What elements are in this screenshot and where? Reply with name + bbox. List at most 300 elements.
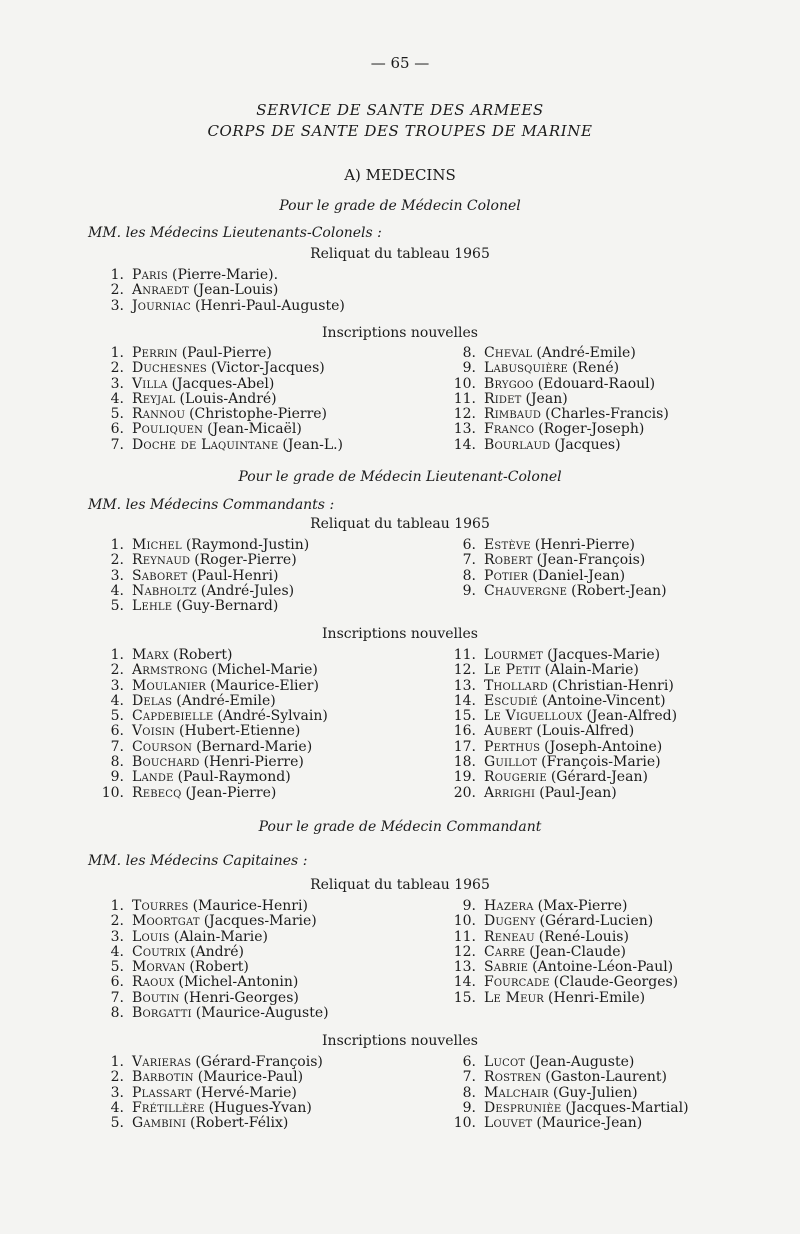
list-item [450,899,678,914]
list-item-number: 14. [453,974,476,991]
list-item-surname: Fourcade [484,974,550,991]
list-item-number: 8. [462,1084,476,1101]
list-item-number: 3. [110,1084,124,1101]
list-item-given-names: (Jean-François) [536,552,646,569]
list-item-number: 4. [110,1099,124,1116]
list-item-surname: Robert [484,552,533,569]
list-item-number: 15. [453,708,476,725]
list-item [98,740,328,755]
list-item [98,283,345,298]
list-item-number: 4. [110,582,124,599]
list-item [98,1055,323,1070]
list-item [98,299,345,314]
reliquat-list-left [98,268,345,314]
list-item-number: 10. [101,784,124,801]
list-item-surname: Frétillère [132,1099,205,1116]
list-item-given-names: (Robert) [173,647,233,663]
list-item [98,679,328,694]
list-item-surname: Franco [484,421,535,438]
list-item [98,930,329,945]
list-item [98,538,309,553]
list-item-given-names: (Michel-Marie) [211,662,318,679]
list-item-surname: Morvan [132,959,186,976]
list-item-surname: Perthus [484,738,541,755]
list-item-given-names: (Jean-L.) [282,436,344,453]
list-item-given-names: (Paul-Henri) [191,567,279,584]
list-item [98,975,329,990]
list-item-surname: Rimbaud [484,406,542,423]
section-title: A) MEDECINS [344,166,456,184]
reliquat-heading: Reliquat du tableau 1965 [310,516,490,532]
list-item-number: 7. [110,738,124,755]
grade-title: Pour le grade de Médecin Lieutenant-Colonel [238,469,562,485]
list-item-surname: Le Petit [484,662,541,679]
list-item [98,1006,329,1021]
nouvelles-list-right [450,1055,689,1131]
list-item-number: 6. [110,421,124,438]
list-item-given-names: (Gaston-Laurent) [545,1069,667,1086]
list-item-given-names: (Claude-Georges) [553,974,679,991]
list-item-surname: Lehle [132,598,173,615]
list-item-number: 5. [110,1115,124,1132]
nouvelles-heading: Inscriptions nouvelles [322,1033,478,1049]
list-item-number: 18. [453,754,476,771]
list-item-given-names: (Christophe-Pierre) [189,406,328,423]
list-item-surname: Rostren [484,1069,542,1086]
list-item-given-names: (Jean-Auguste) [529,1054,635,1070]
list-item-surname: Capdebielle [132,708,214,725]
service-heading: SERVICE DE SANTE DES ARMEES [256,101,544,119]
list-item [98,553,309,568]
list-item-number: 12. [453,662,476,679]
list-item-given-names: (Henri-Paul-Auguste) [194,297,345,314]
list-item-given-names: (Jacques) [554,436,621,453]
list-item-number: 3. [110,297,124,314]
list-item-number: 9. [110,769,124,786]
list-item [98,945,329,960]
list-item-given-names: (Maurice-Jean) [536,1115,643,1132]
list-item-number: 2. [110,1069,124,1086]
list-item-given-names: (Henri-Pierre) [203,754,304,771]
list-item-surname: Dugeny [484,913,536,930]
list-item [98,584,309,599]
list-item-given-names: (Jean-Louis) [193,282,279,299]
list-item-surname: Chauvergne [484,582,568,599]
list-item-given-names: (Antoine-Vincent) [541,692,666,709]
list-item-given-names: (Charles-Francis) [545,406,669,423]
list-item [98,1101,323,1116]
list-item [450,407,669,422]
list-item-surname: Tourres [132,898,189,914]
list-item-number: 5. [110,959,124,976]
list-item [98,1070,323,1085]
list-item-given-names: (Raymond-Justin) [185,537,310,553]
list-item-given-names: (Hervé-Marie) [195,1084,297,1101]
list-item-given-names: (Jean-Pierre) [185,784,277,801]
list-item [98,1086,323,1101]
list-item-surname: Rougerie [484,769,547,786]
list-item-given-names: (François-Marie) [541,754,661,771]
list-item-surname: Michel [132,537,182,553]
list-item-given-names: (Bernard-Marie) [196,738,313,755]
list-item-given-names: (Victor-Jacques) [210,360,325,377]
list-item [450,975,678,990]
list-item-surname: Moortgat [132,913,200,930]
list-item [98,709,328,724]
list-item-given-names: (Alain-Marie) [173,928,268,945]
list-item-surname: Carre [484,943,526,960]
list-item-given-names: (Hubert-Etienne) [179,723,301,740]
list-item-given-names: (Michel-Antonin) [178,974,299,991]
list-item-given-names: (Henri-Emile) [548,989,646,1006]
list-item-number: 5. [110,708,124,725]
list-item-given-names: (Roger-Joseph) [538,421,645,438]
list-item [450,945,678,960]
reliquat-heading: Reliquat du tableau 1965 [310,877,490,893]
list-item-given-names: (Roger-Pierre) [194,552,297,569]
nouvelles-list-right [450,648,677,801]
list-item-given-names: (Christian-Henri) [551,677,674,694]
list-item-surname: Duchesnes [132,360,207,377]
list-item [450,960,678,975]
list-item-number: 14. [453,692,476,709]
list-item-surname: Barbotin [132,1069,194,1086]
list-item-surname: Moulanier [132,677,207,694]
list-item-surname: Delas [132,692,173,709]
list-item-number: 2. [110,662,124,679]
nouvelles-list-left [98,1055,323,1131]
list-item-number: 11. [453,928,476,945]
list-item-number: 13. [453,959,476,976]
list-item-number: 7. [110,989,124,1006]
list-item-given-names: (René) [572,360,620,377]
list-item-surname: Pouliquen [132,421,204,438]
list-item-surname: Perrin [132,345,178,361]
list-item [450,1116,689,1131]
list-item [450,694,677,709]
list-item [98,960,329,975]
list-item-number: 16. [453,723,476,740]
list-item [98,377,343,392]
list-item-number: 14. [453,436,476,453]
list-item [450,1086,689,1101]
list-item-surname: Desprunièe [484,1099,562,1116]
list-item-given-names: (Antoine-Léon-Paul) [532,959,674,976]
list-item [98,422,343,437]
list-item [98,438,343,453]
list-item [98,786,328,801]
reliquat-list-left [98,899,329,1021]
list-item-number: 4. [110,943,124,960]
list-item-surname: Lourmet [484,647,544,663]
list-item [98,392,343,407]
list-item-surname: Cheval [484,345,533,361]
list-item [98,648,328,663]
list-item [450,346,669,361]
list-item-number: 8. [110,754,124,771]
list-item-given-names: (André-Emile) [536,345,636,361]
list-item [450,1070,689,1085]
list-item-given-names: (Robert-Jean) [571,582,667,599]
list-item-given-names: (André-Sylvain) [217,708,328,725]
list-item-surname: Varieras [132,1054,192,1070]
list-item [450,1101,689,1116]
grade-candidates-label: MM. les Médecins Commandants : [88,497,335,513]
list-item [450,553,667,568]
list-item-number: 7. [462,1069,476,1086]
list-item-number: 1. [110,1054,124,1070]
list-item-surname: Courson [132,738,193,755]
list-item-number: 12. [453,943,476,960]
list-item-number: 9. [462,360,476,377]
list-item-number: 6. [110,974,124,991]
nouvelles-list-right [450,346,669,453]
list-item-surname: Anraedt [132,282,189,299]
list-item [450,538,667,553]
nouvelles-list-left [98,648,328,801]
reliquat-list-left [98,538,309,614]
list-item-surname: Reyjal [132,390,176,407]
list-item-surname: Estève [484,537,531,553]
nouvelles-heading: Inscriptions nouvelles [322,626,478,642]
list-item-surname: Brygoo [484,375,534,392]
list-item [450,786,677,801]
list-item-surname: Reynaud [132,552,191,569]
list-item-given-names: (Paul-Jean) [539,784,617,801]
list-item [450,663,677,678]
list-item [98,346,343,361]
list-item-given-names: (Joseph-Antoine) [544,738,663,755]
list-item-number: 19. [453,769,476,786]
list-item-given-names: (Jean-Micaël) [207,421,302,438]
list-item [450,709,677,724]
list-item-number: 3. [110,567,124,584]
list-item-given-names: (René-Louis) [538,928,629,945]
list-item-number: 8. [110,1005,124,1022]
list-item-given-names: (Jean-Alfred) [586,708,678,725]
list-item-given-names: (Robert-Félix) [190,1115,289,1132]
list-item [98,407,343,422]
list-item-surname: Plassart [132,1084,192,1101]
list-item [450,438,669,453]
list-item-surname: Potier [484,567,529,584]
list-item-number: 2. [110,360,124,377]
list-item [98,914,329,929]
list-item-given-names: (Max-Pierre) [537,898,628,914]
list-item-number: 2. [110,913,124,930]
list-item-surname: Hazera [484,898,534,914]
list-item-given-names: (Paul-Pierre) [181,345,272,361]
list-item-surname: Gambini [132,1115,187,1132]
list-item-surname: Aubert [484,723,533,740]
list-item-surname: Bouchard [132,754,200,771]
list-item-given-names: (Henri-Georges) [183,989,299,1006]
list-item-surname: Reneau [484,928,535,945]
list-item-number: 4. [110,692,124,709]
list-item-number: 13. [453,421,476,438]
list-item-surname: Armstrong [132,662,208,679]
list-item-surname: Le Viguelloux [484,708,583,725]
list-item [98,569,309,584]
list-item-surname: Labusquière [484,360,569,377]
list-item-number: 13. [453,677,476,694]
list-item-surname: Paris [132,267,168,283]
reliquat-heading: Reliquat du tableau 1965 [310,246,490,262]
list-item-number: 20. [453,784,476,801]
list-item-surname: Lucot [484,1054,526,1070]
list-item-given-names: (Robert) [189,959,249,976]
list-item-given-names: (Jean) [525,390,568,407]
list-item [450,361,669,376]
list-item-given-names: (Alain-Marie) [544,662,639,679]
list-item-number: 2. [110,282,124,299]
reliquat-list-right [450,538,667,599]
list-item [98,770,328,785]
list-item-given-names: (Guy-Julien) [552,1084,638,1101]
list-item-given-names: (Maurice-Auguste) [195,1005,329,1022]
list-item-given-names: (Maurice-Elier) [210,677,319,694]
list-item [98,899,329,914]
list-item [98,361,343,376]
list-item-surname: Lande [132,769,174,786]
list-item-number: 12. [453,406,476,423]
list-item-surname: Marx [132,647,170,663]
list-item [450,755,677,770]
list-item-given-names: (André) [190,943,245,960]
reliquat-list-right [450,899,678,1006]
list-item-surname: Voisin [132,723,176,740]
page-number: — 65 — [370,54,430,72]
list-item [98,1116,323,1131]
list-item-given-names: (Edouard-Raoul) [537,375,656,392]
list-item-number: 3. [110,375,124,392]
list-item-number: 6. [462,537,476,553]
list-item-number: 5. [110,598,124,615]
grade-title: Pour le grade de Médecin Commandant [258,819,542,835]
list-item-number: 11. [453,647,476,663]
list-item-number: 3. [110,928,124,945]
list-item-surname: Guillot [484,754,538,771]
list-item-surname: Borgatti [132,1005,192,1022]
list-item-number: 15. [453,989,476,1006]
grade-title: Pour le grade de Médecin Colonel [279,198,521,214]
list-item-number: 9. [462,582,476,599]
list-item [98,268,345,283]
list-item [450,991,678,1006]
list-item-given-names: (Louis-Alfred) [536,723,635,740]
list-item-number: 1. [110,898,124,914]
corps-heading: CORPS DE SANTE DES TROUPES DE MARINE [207,122,593,140]
list-item [450,422,669,437]
list-item-surname: Villa [132,375,168,392]
list-item [98,991,329,1006]
list-item-given-names: (Jacques-Martial) [565,1099,689,1116]
nouvelles-heading: Inscriptions nouvelles [322,325,478,341]
nouvelles-list-left [98,346,343,453]
list-item-surname: Thollard [484,677,548,694]
list-item-given-names: (Paul-Raymond) [177,769,291,786]
list-item-given-names: (Hugues-Yvan) [208,1099,312,1116]
list-item-number: 9. [462,898,476,914]
list-item-surname: Malchair [484,1084,549,1101]
list-item-number: 9. [462,1099,476,1116]
list-item [98,724,328,739]
list-item-number: 6. [462,1054,476,1070]
list-item-given-names: (Jean-Claude) [529,943,627,960]
list-item-surname: Boutin [132,989,180,1006]
list-item-surname: Bourlaud [484,436,551,453]
list-item-surname: Louis [132,928,170,945]
list-item-number: 8. [462,567,476,584]
list-item [450,569,667,584]
list-item-given-names: (Pierre-Marie). [171,267,279,283]
list-item-number: 10. [453,1115,476,1132]
list-item-surname: Rebecq [132,784,182,801]
list-item-surname: Nabholtz [132,582,197,599]
list-item [98,755,328,770]
list-item-number: 8. [462,345,476,361]
list-item-surname: Arrighi [484,784,536,801]
list-item-surname: Doche de Laquintane [132,436,279,453]
list-item-given-names: (Daniel-Jean) [532,567,626,584]
list-item-surname: Journiac [132,297,191,314]
list-item-given-names: (Gérard-Jean) [550,769,648,786]
list-item-given-names: (Jacques-Marie) [547,647,661,663]
list-item-number: 7. [462,552,476,569]
list-item [98,694,328,709]
list-item-number: 2. [110,552,124,569]
list-item-number: 1. [110,647,124,663]
list-item-surname: Louvet [484,1115,533,1132]
list-item [450,584,667,599]
list-item-number: 11. [453,390,476,407]
list-item [450,648,677,663]
grade-candidates-label: MM. les Médecins Capitaines : [88,853,308,869]
list-item [450,724,677,739]
list-item-given-names: (Jacques-Marie) [203,913,317,930]
list-item-number: 4. [110,390,124,407]
list-item-given-names: (André-Emile) [176,692,276,709]
list-item [450,914,678,929]
list-item-given-names: (Maurice-Paul) [197,1069,304,1086]
list-item-number: 1. [110,267,124,283]
list-item-given-names: (Louis-André) [179,390,277,407]
list-item-number: 1. [110,537,124,553]
list-item-given-names: (André-Jules) [200,582,295,599]
list-item [450,679,677,694]
list-item-surname: Ridet [484,390,522,407]
list-item-given-names: (Henri-Pierre) [534,537,635,553]
list-item [450,392,669,407]
list-item-number: 6. [110,723,124,740]
list-item [450,770,677,785]
list-item-given-names: (Gérard-François) [195,1054,323,1070]
list-item-surname: Raoux [132,974,175,991]
list-item [450,740,677,755]
list-item [98,663,328,678]
list-item [450,377,669,392]
list-item-number: 1. [110,345,124,361]
list-item-surname: Saboret [132,567,188,584]
list-item-surname: Le Meur [484,989,545,1006]
list-item-given-names: (Jacques-Abel) [171,375,275,392]
grade-candidates-label: MM. les Médecins Lieutenants-Colonels : [88,225,382,241]
list-item-surname: Sabrie [484,959,529,976]
list-item-number: 17. [453,738,476,755]
list-item-given-names: (Maurice-Henri) [192,898,308,914]
list-item-number: 5. [110,406,124,423]
list-item-number: 7. [110,436,124,453]
